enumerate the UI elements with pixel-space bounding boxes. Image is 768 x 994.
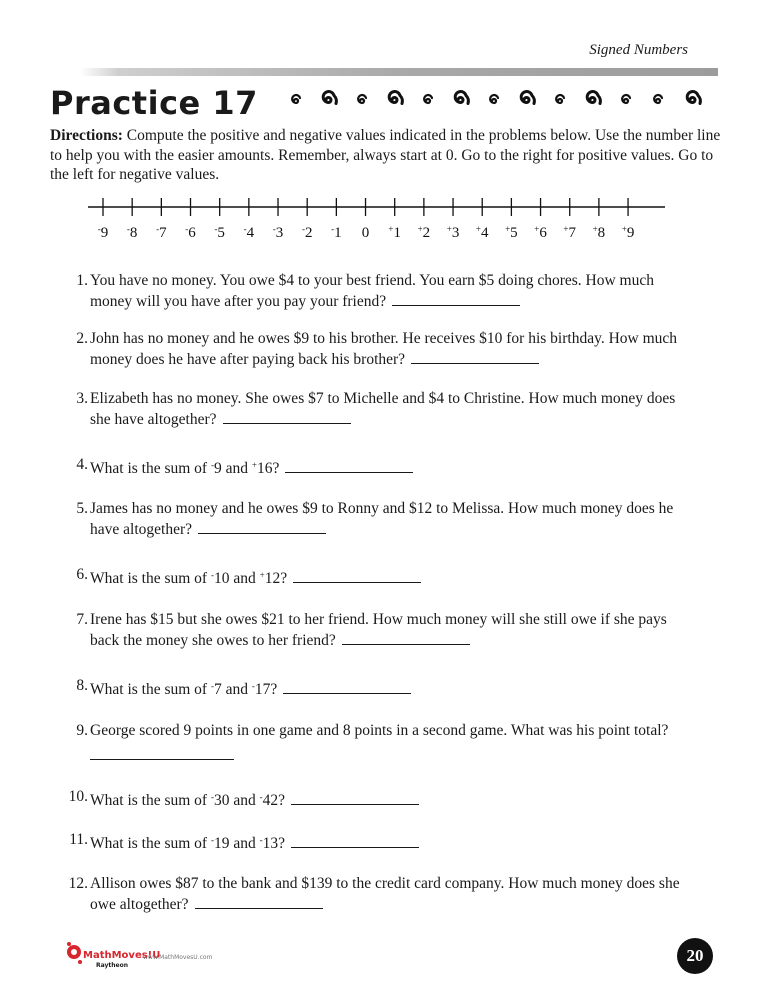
directions-label: Directions: bbox=[50, 127, 123, 144]
problem-item bbox=[64, 565, 684, 589]
number-line-label: -7 bbox=[156, 224, 167, 241]
problem-item bbox=[64, 499, 684, 540]
directions-text: Compute the positive and negative values indicated in the problems below. Use the number line to help you with the easier amounts. Remember, always start at 0. Go to the right for positive values. Go to the left for negative values. bbox=[50, 127, 721, 183]
swirl-small-icon bbox=[292, 95, 300, 103]
answer-blank[interactable] bbox=[195, 894, 323, 909]
mascot-icon bbox=[67, 942, 82, 964]
swirl-small-icon bbox=[490, 95, 498, 103]
number-line-label: -4 bbox=[243, 224, 255, 241]
problem-number: 8. bbox=[76, 677, 88, 694]
problem-number: 10. bbox=[68, 788, 88, 805]
swirl-large-icon bbox=[521, 92, 534, 104]
problem-number: 3. bbox=[76, 390, 88, 407]
number-line-label: -8 bbox=[126, 224, 138, 241]
swirl-small-icon bbox=[654, 95, 662, 103]
answer-blank[interactable] bbox=[291, 833, 419, 848]
swirl-large-icon bbox=[389, 92, 402, 104]
problem-item bbox=[64, 830, 684, 854]
mathmovesu-logo bbox=[64, 938, 161, 972]
answer-blank[interactable] bbox=[293, 568, 421, 583]
answer-blank[interactable] bbox=[198, 519, 326, 534]
swirl-large-icon bbox=[587, 92, 600, 104]
problem-number: 9. bbox=[76, 722, 88, 739]
answer-blank[interactable] bbox=[342, 630, 470, 645]
problem-number: 7. bbox=[76, 611, 88, 628]
number-line-label: 0 bbox=[361, 225, 370, 241]
number-line-label: -6 bbox=[185, 224, 196, 241]
number-line-label: -9 bbox=[97, 224, 109, 241]
problem-text: James has no money and he owes $9 to Ronny and $12 to Melissa. How much money does he have altogether? bbox=[90, 500, 674, 538]
problem-number: 6. bbox=[76, 566, 88, 583]
problem-item bbox=[64, 389, 684, 430]
problem-number: 11. bbox=[69, 831, 88, 848]
problem-text: What is the sum of -19 and -13? bbox=[90, 830, 684, 854]
number-line-label: +1 bbox=[388, 224, 401, 241]
problem-number: 12. bbox=[68, 875, 88, 892]
number-line-label: +6 bbox=[534, 224, 547, 241]
problem-item bbox=[64, 676, 684, 700]
problem-item bbox=[64, 874, 684, 915]
number-line-label: +3 bbox=[446, 224, 460, 241]
swirl-large-icon bbox=[323, 92, 336, 104]
problem-text: Elizabeth has no money. She owes $7 to Michelle and $4 to Christine. How much money does she have altogether? bbox=[90, 390, 676, 428]
number-line-label: +8 bbox=[592, 224, 606, 241]
number-line-label: +5 bbox=[505, 224, 518, 241]
answer-blank[interactable] bbox=[291, 790, 419, 805]
number-line-label: -3 bbox=[272, 224, 284, 241]
logo-text: MathMoves!U bbox=[83, 950, 161, 961]
problem-text: Allison owes $87 to the bank and $139 to the credit card company. How much money does she owe altogether? bbox=[90, 875, 680, 913]
answer-blank[interactable] bbox=[285, 458, 413, 473]
swirl-large-icon bbox=[687, 92, 700, 104]
number-line-label: -5 bbox=[214, 224, 225, 241]
answer-blank[interactable] bbox=[411, 349, 539, 364]
problem-item bbox=[64, 455, 684, 479]
answer-blank[interactable] bbox=[392, 291, 520, 306]
swirl-small-icon bbox=[358, 95, 366, 103]
problem-text: What is the sum of -10 and +12? bbox=[90, 565, 684, 589]
page-number: 20 bbox=[677, 938, 713, 974]
swirl-small-icon bbox=[424, 95, 432, 103]
answer-blank[interactable] bbox=[90, 745, 234, 760]
problem-number: 4. bbox=[76, 456, 88, 473]
page-title: Practice 17 bbox=[50, 84, 258, 122]
swirl-small-icon bbox=[622, 95, 630, 103]
swirl-decoration bbox=[284, 88, 714, 114]
number-line bbox=[0, 190, 768, 250]
answer-blank[interactable] bbox=[223, 409, 351, 424]
number-line-label: -1 bbox=[331, 224, 342, 241]
number-line-label: +9 bbox=[621, 224, 635, 241]
problem-text: What is the sum of -30 and -42? bbox=[90, 787, 684, 811]
problem-number: 2. bbox=[76, 330, 88, 347]
problem-item bbox=[64, 329, 684, 370]
footer-url: www.MathMovesU.com bbox=[143, 954, 213, 961]
header-rule bbox=[80, 68, 718, 76]
problem-item bbox=[64, 610, 684, 651]
number-line-label: +7 bbox=[563, 224, 577, 241]
swirl-small-icon bbox=[556, 95, 564, 103]
number-line-label: +4 bbox=[475, 224, 489, 241]
problem-text: John has no money and he owes $9 to his brother. He receives $10 for his birthday. How much money does he have after paying back his brother? bbox=[90, 330, 678, 368]
problem-number: 5. bbox=[76, 500, 88, 517]
swirl-large-icon bbox=[455, 92, 468, 104]
directions bbox=[50, 126, 730, 185]
number-line-label: -2 bbox=[301, 224, 313, 241]
problem-item bbox=[64, 787, 684, 811]
problem-text: Irene has $15 but she owes $21 to her friend. How much money will she still owe if she pays back the money she owes to her friend? bbox=[90, 611, 667, 649]
number-line-label: +2 bbox=[417, 224, 431, 241]
logo-subtext: Raytheon bbox=[96, 962, 128, 969]
problem-text: What is the sum of -7 and -17? bbox=[90, 676, 684, 700]
problem-text: George scored 9 points in one game and 8 points in a second game. What was his point total? bbox=[90, 721, 684, 760]
problem-item bbox=[64, 271, 684, 312]
problem-text: You have no money. You owe $4 to your best friend. You earn $5 doing chores. How much money will you have after you pay your friend? bbox=[90, 272, 654, 310]
section-label: Signed Numbers bbox=[589, 42, 688, 58]
answer-blank[interactable] bbox=[283, 679, 411, 694]
problem-number: 1. bbox=[76, 272, 88, 289]
problem-item bbox=[64, 721, 684, 760]
problem-text: What is the sum of -9 and +16? bbox=[90, 455, 684, 479]
